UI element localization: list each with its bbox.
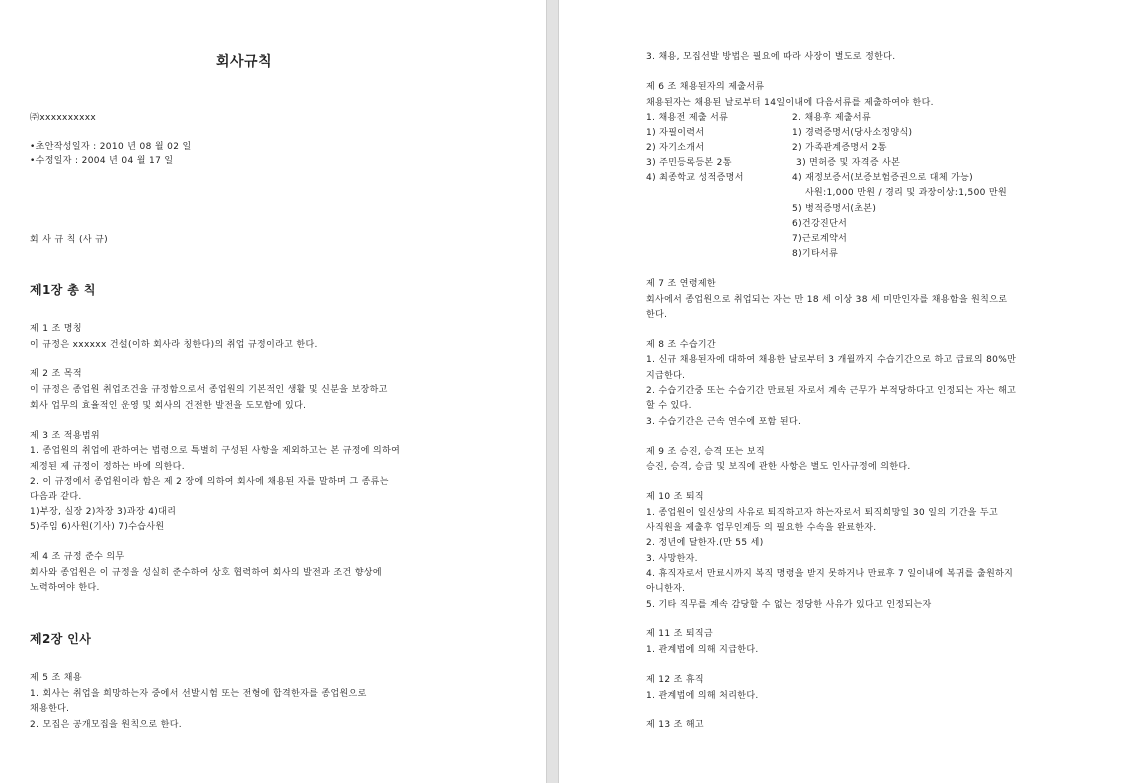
- article-text: 2. 이 규정에서 종업원이라 함은 제 2 장에 의하여 회사에 채용된 자를 말하며 그 종류는: [30, 477, 389, 487]
- article-heading: 제 3 조 적용범위: [30, 431, 100, 441]
- draft-date: •초안작성일자 : 2010 년 08 월 02 일: [30, 142, 192, 152]
- post-hire-doc-item: 5) 병적증명서(초본): [792, 204, 877, 214]
- article-text: 2. 정년에 달한자.(만 55 세): [646, 538, 764, 548]
- article-heading: 제 10 조 퇴직: [646, 492, 704, 502]
- article-text: 한다.: [646, 310, 668, 320]
- chapter-1-heading: 제1장 총 칙: [30, 283, 96, 297]
- article-text: 회사에서 종업원으로 취업되는 자는 만 18 세 이상 38 세 미만인자를 채용함을 원칙으로: [646, 295, 1008, 305]
- article-heading: 제 9 조 승진, 승격 또는 보직: [646, 447, 765, 457]
- pre-hire-doc-item: 4) 최종학교 성적증명서: [646, 173, 744, 183]
- article-text: 1. 종업원이 일신상의 사유로 퇴직하고자 하는자로서 퇴직희망일 30 일의 기간을 두고: [646, 508, 999, 518]
- article-text: 노력하여야 한다.: [30, 583, 100, 593]
- article-text: 1)부장, 실장 2)차장 3)과장 4)대리: [30, 507, 177, 517]
- post-hire-doc-item: 1) 경력증명서(당사소정양식): [792, 128, 913, 138]
- article-text: 5)주임 6)사원(기사) 7)수습사원: [30, 522, 165, 532]
- article-heading: 제 2 조 목적: [30, 369, 82, 379]
- article-text: 아니한자.: [646, 584, 686, 594]
- revision-date: •수정일자 : 2004 년 04 월 17 일: [30, 156, 174, 166]
- page-gutter: [546, 0, 559, 783]
- article-text: 1. 관계법에 의해 처리한다.: [646, 691, 759, 701]
- article-heading: 제 4 조 규정 준수 의무: [30, 552, 125, 562]
- article-text: 1. 신규 채용된자에 대하여 채용한 날로부터 3 개월까지 수습기간으로 하고 급료의 80%만: [646, 355, 1017, 365]
- pre-hire-doc-item: 2) 자기소개서: [646, 143, 705, 153]
- article-heading: 제 5 조 채용: [30, 673, 82, 683]
- article-text: 2. 모집은 공개모집을 원칙으로 한다.: [30, 720, 182, 730]
- pre-hire-docs-heading: 1. 채용전 제출 서류: [646, 113, 729, 123]
- article-heading: 제 8 조 수습기간: [646, 340, 716, 350]
- article-text: 할 수 있다.: [646, 401, 692, 411]
- post-hire-doc-item: 3) 면허증 및 자격증 사본: [796, 158, 901, 168]
- article-heading: 제 12 조 휴직: [646, 675, 704, 685]
- article-text: 지급한다.: [646, 371, 686, 381]
- article-text: 회사 업무의 효율적인 운영 및 회사의 건전한 발전을 도모함에 있다.: [30, 401, 307, 411]
- post-hire-doc-item: 7)근로계약서: [792, 234, 848, 244]
- post-hire-docs-heading: 2. 채용후 제출서류: [792, 113, 872, 123]
- pre-hire-doc-item: 1) 자필이력서: [646, 128, 705, 138]
- article-text: 제정된 제 규정이 정하는 바에 의한다.: [30, 462, 185, 472]
- article-text: 3. 사망한자.: [646, 554, 698, 564]
- article-text: 승진, 승격, 승급 및 보직에 관한 사항은 별도 인사규정에 의한다.: [646, 462, 911, 472]
- chapter-2-heading: 제2장 인사: [30, 632, 92, 646]
- article-text: 이 규정은 xxxxxx 건설(이하 회사라 칭한다)의 취업 규정이라고 한다.: [30, 340, 318, 350]
- article-text: 1. 종업원의 취업에 관하여는 법령으로 특별히 구성된 사항을 제외하고는 본 규정에 의하여: [30, 446, 401, 456]
- article-heading: 제 7 조 연령제한: [646, 279, 716, 289]
- document-subtitle: 회 사 규 칙 (사 규): [30, 235, 109, 245]
- post-hire-doc-item: 8)기타서류: [792, 249, 839, 259]
- article-text: 1. 회사는 취업을 희망하는자 중에서 선발시험 또는 전형에 합격한자를 종업원으로: [30, 689, 367, 699]
- article-text: 5. 기타 직무를 계속 감당할 수 없는 정당한 사유가 있다고 인정되는자: [646, 600, 932, 610]
- document-page-left: [0, 0, 546, 783]
- article-text: 2. 수습기간중 또는 수습기간 만료된 자로서 계속 근무가 부적당하다고 인정되는 자는 해고: [646, 386, 1017, 396]
- article-text: 1. 관계법에 의해 지급한다.: [646, 645, 759, 655]
- document-page-right: [559, 0, 1129, 783]
- article-text: 채용된자는 채용된 날로부터 14일이내에 다음서류를 제출하여야 한다.: [646, 98, 934, 108]
- article-text: 채용한다.: [30, 704, 70, 714]
- post-hire-doc-item: 사원:1,000 만원 / 경리 및 과장이상:1,500 만원: [805, 188, 1008, 198]
- article-text: 4. 휴직자로서 만료시까지 복직 명령을 받지 못하거나 만료후 7 일이내에 복귀를 출원하지: [646, 569, 1014, 579]
- document-title: 회사규칙: [216, 54, 273, 70]
- article-text: 3. 수습기간은 근속 연수에 포함 된다.: [646, 417, 802, 427]
- article-heading: 제 6 조 채용된자의 제출서류: [646, 82, 765, 92]
- article-text: 3. 채용, 모집선발 방법은 필요에 따라 사장이 별도로 정한다.: [646, 52, 896, 62]
- article-heading: 제 1 조 명칭: [30, 324, 82, 334]
- article-text: 이 규정은 종업원 취업조건을 규정함으로서 종업원의 기본적인 생활 및 신분을 보장하고: [30, 385, 388, 395]
- article-text: 다음과 같다.: [30, 492, 82, 502]
- article-heading: 제 11 조 퇴직금: [646, 629, 714, 639]
- company-name: ㈜xxxxxxxxxx: [30, 113, 97, 123]
- article-text: 회사와 종업원은 이 규정을 성실히 준수하여 상호 협력하여 회사의 발전과 조건 향상에: [30, 568, 382, 578]
- pre-hire-doc-item: 3) 주민등록등본 2통: [646, 158, 732, 168]
- post-hire-doc-item: 6)건강진단서: [792, 219, 848, 229]
- article-text: 사직원을 제출후 업무인계등 의 필요한 수속을 완료한자.: [646, 523, 877, 533]
- article-heading: 제 13 조 해고: [646, 720, 704, 730]
- post-hire-doc-item: 2) 가족관계증명서 2통: [792, 143, 887, 153]
- post-hire-doc-item: 4) 재정보증서(보증보험증권으로 대체 가능): [792, 173, 974, 183]
